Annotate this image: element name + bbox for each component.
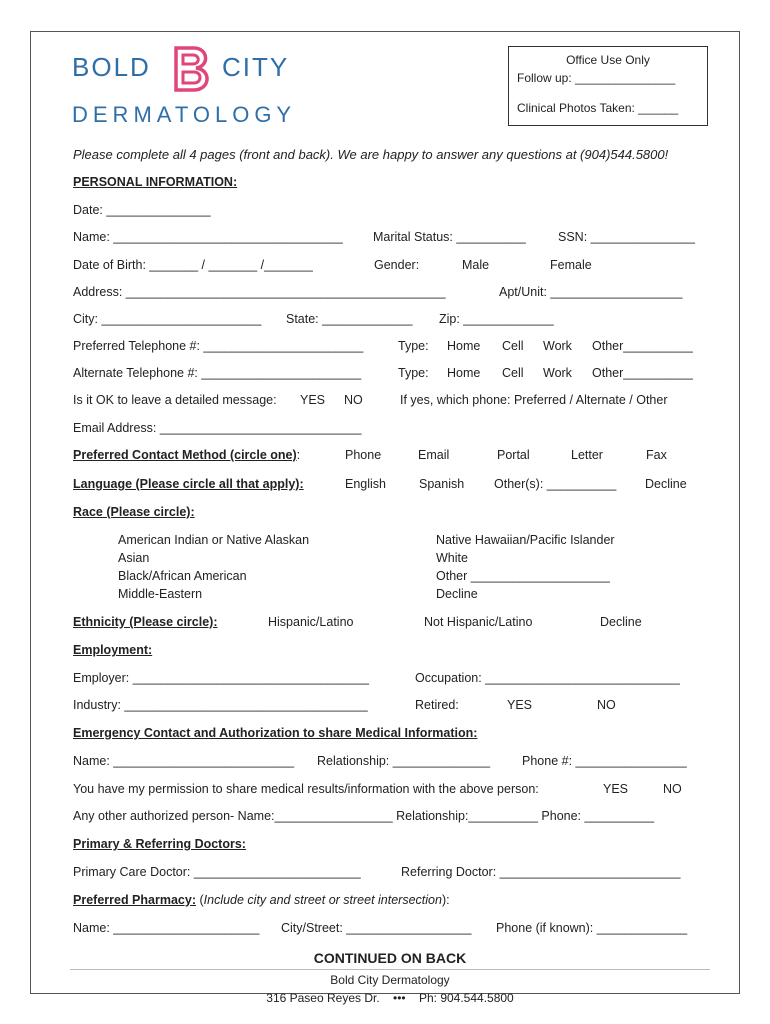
share-permission-yes[interactable]: YES: [603, 782, 629, 796]
industry-field[interactable]: Industry: ___________________________________: [73, 698, 368, 712]
pharmacy-note-close: ):: [441, 893, 450, 907]
race-option[interactable]: Middle-Eastern: [118, 587, 203, 601]
doctors-header: Primary & Referring Doctors:: [73, 837, 246, 851]
footer-phone: Ph: 904.544.5800: [418, 991, 514, 1005]
phone-type-label: Type:: [398, 339, 429, 353]
gender-female-option[interactable]: Female: [550, 258, 592, 272]
alternate-phone-field[interactable]: Alternate Telephone #: _______________________: [73, 366, 362, 380]
contact-method-row: [73, 448, 300, 463]
pharmacy-phone-field[interactable]: Phone (if known): _____________: [496, 921, 688, 935]
share-permission-no[interactable]: NO: [663, 782, 682, 796]
leave-message-no[interactable]: NO: [344, 393, 363, 407]
apt-unit-field[interactable]: Apt/Unit: ___________________: [499, 285, 683, 299]
race-option[interactable]: American Indian or Native Alaskan: [118, 533, 310, 547]
alt-phone-type-home[interactable]: Home: [447, 366, 481, 380]
employer-field[interactable]: Employer: __________________________________: [73, 671, 370, 685]
office-use-title: Office Use Only: [566, 53, 650, 67]
alt-phone-type-label: Type:: [398, 366, 429, 380]
logo-b-mark-icon: [170, 44, 214, 94]
language-english[interactable]: English: [345, 477, 386, 491]
contact-option-portal[interactable]: Portal: [497, 448, 530, 462]
footer-address: 316 Paseo Reyes Dr.: [266, 991, 380, 1005]
zip-field[interactable]: Zip: _____________: [439, 312, 554, 326]
dob-field[interactable]: Date of Birth: _______ / _______ /_______: [73, 258, 313, 272]
contact-method-colon: :: [296, 448, 301, 462]
language-label: Language (Please circle all that apply):: [73, 477, 304, 491]
alt-phone-type-work[interactable]: Work: [543, 366, 572, 380]
logo-bold-text: BOLD: [72, 52, 151, 82]
race-option-other[interactable]: Other ____________________: [436, 569, 610, 583]
emergency-phone-field[interactable]: Phone #: ________________: [522, 754, 687, 768]
alt-phone-type-cell[interactable]: Cell: [502, 366, 524, 380]
which-phone-options[interactable]: If yes, which phone: Preferred / Alternate / Other: [400, 393, 668, 407]
retired-no[interactable]: NO: [597, 698, 616, 712]
logo-city-text: CITY: [222, 52, 290, 82]
ethnicity-option[interactable]: Decline: [600, 615, 642, 629]
ssn-field[interactable]: SSN: _______________: [558, 230, 695, 244]
language-decline[interactable]: Decline: [645, 477, 687, 491]
phone-type-other[interactable]: Other__________: [592, 339, 693, 353]
gender-male-option[interactable]: Male: [462, 258, 490, 272]
occupation-field[interactable]: Occupation: ____________________________: [415, 671, 680, 685]
pharmacy-header-row: [73, 893, 450, 908]
contact-option-fax[interactable]: Fax: [646, 448, 667, 462]
footer-company: Bold City Dermatology: [330, 973, 450, 987]
marital-status-field[interactable]: Marital Status: __________: [373, 230, 526, 244]
share-permission-label: You have my permission to share medical results/information with the above person:: [73, 782, 539, 796]
gender-label: Gender:: [374, 258, 420, 272]
preferred-phone-field[interactable]: Preferred Telephone #: _______________________: [73, 339, 364, 353]
race-option[interactable]: Black/African American: [118, 569, 247, 583]
primary-care-doctor-field[interactable]: Primary Care Doctor: ________________________: [73, 865, 361, 879]
contact-option-email[interactable]: Email: [418, 448, 450, 462]
pharmacy-street-field[interactable]: City/Street: __________________: [281, 921, 472, 935]
leave-message-label: Is it OK to leave a detailed message:: [73, 393, 277, 407]
pharmacy-note: Include city and street or street intersection: [203, 893, 442, 907]
pharmacy-header: Preferred Pharmacy:: [73, 893, 196, 907]
language-others-field[interactable]: Other(s): __________: [494, 477, 617, 491]
email-field[interactable]: Email Address: _____________________________: [73, 421, 362, 435]
language-spanish[interactable]: Spanish: [419, 477, 465, 491]
referring-doctor-field[interactable]: Referring Doctor: __________________________: [401, 865, 681, 879]
phone-type-home[interactable]: Home: [447, 339, 481, 353]
other-authorized-person-field[interactable]: Any other authorized person- Name:_________________ Relationship:__________ Phone: __________: [73, 809, 655, 823]
follow-up-field[interactable]: Follow up: _______________: [517, 71, 676, 85]
leave-message-yes[interactable]: YES: [300, 393, 326, 407]
office-use-box: [508, 46, 708, 126]
phone-type-work[interactable]: Work: [543, 339, 572, 353]
ethnicity-option[interactable]: Not Hispanic/Latino: [424, 615, 533, 629]
emergency-header: Emergency Contact and Authorization to share Medical Information:: [73, 726, 478, 740]
contact-option-phone[interactable]: Phone: [345, 448, 382, 462]
footer-dots: •••: [393, 991, 406, 1005]
race-option[interactable]: Native Hawaiian/Pacific Islander: [436, 533, 615, 547]
contact-method-label: Preferred Contact Method (circle one): [73, 448, 297, 462]
date-field[interactable]: Date: _______________: [73, 203, 211, 217]
phone-type-cell[interactable]: Cell: [502, 339, 524, 353]
clinical-photos-field[interactable]: Clinical Photos Taken: ______: [517, 101, 679, 115]
ethnicity-option[interactable]: Hispanic/Latino: [268, 615, 354, 629]
race-label: Race (Please circle):: [73, 505, 195, 519]
footer-divider: [70, 969, 710, 970]
ethnicity-label: Ethnicity (Please circle):: [73, 615, 218, 629]
race-option[interactable]: White: [436, 551, 468, 565]
personal-info-header: PERSONAL INFORMATION:: [73, 175, 238, 189]
retired-yes[interactable]: YES: [507, 698, 533, 712]
logo-dermatology-text: DERMATOLOGY: [72, 102, 297, 127]
emergency-relationship-field[interactable]: Relationship: ______________: [317, 754, 491, 768]
retired-label: Retired:: [415, 698, 459, 712]
race-option[interactable]: Decline: [436, 587, 478, 601]
address-field[interactable]: Address: ______________________________________________: [73, 285, 446, 299]
footer-contact: [0, 991, 770, 1006]
continued-on-back: CONTINUED ON BACK: [313, 950, 467, 966]
employment-header: Employment:: [73, 643, 153, 657]
pharmacy-note-open: (: [199, 893, 204, 907]
pharmacy-name-field[interactable]: Name: _____________________: [73, 921, 260, 935]
state-field[interactable]: State: _____________: [286, 312, 413, 326]
alt-phone-type-other[interactable]: Other__________: [592, 366, 693, 380]
contact-option-letter[interactable]: Letter: [571, 448, 603, 462]
emergency-name-field[interactable]: Name: __________________________: [73, 754, 295, 768]
intro-text: Please complete all 4 pages (front and back). We are happy to answer any questions at (904)544.5800!: [73, 147, 669, 162]
city-field[interactable]: City: _______________________: [73, 312, 262, 326]
race-option[interactable]: Asian: [118, 551, 150, 565]
name-field[interactable]: Name: _________________________________: [73, 230, 343, 244]
